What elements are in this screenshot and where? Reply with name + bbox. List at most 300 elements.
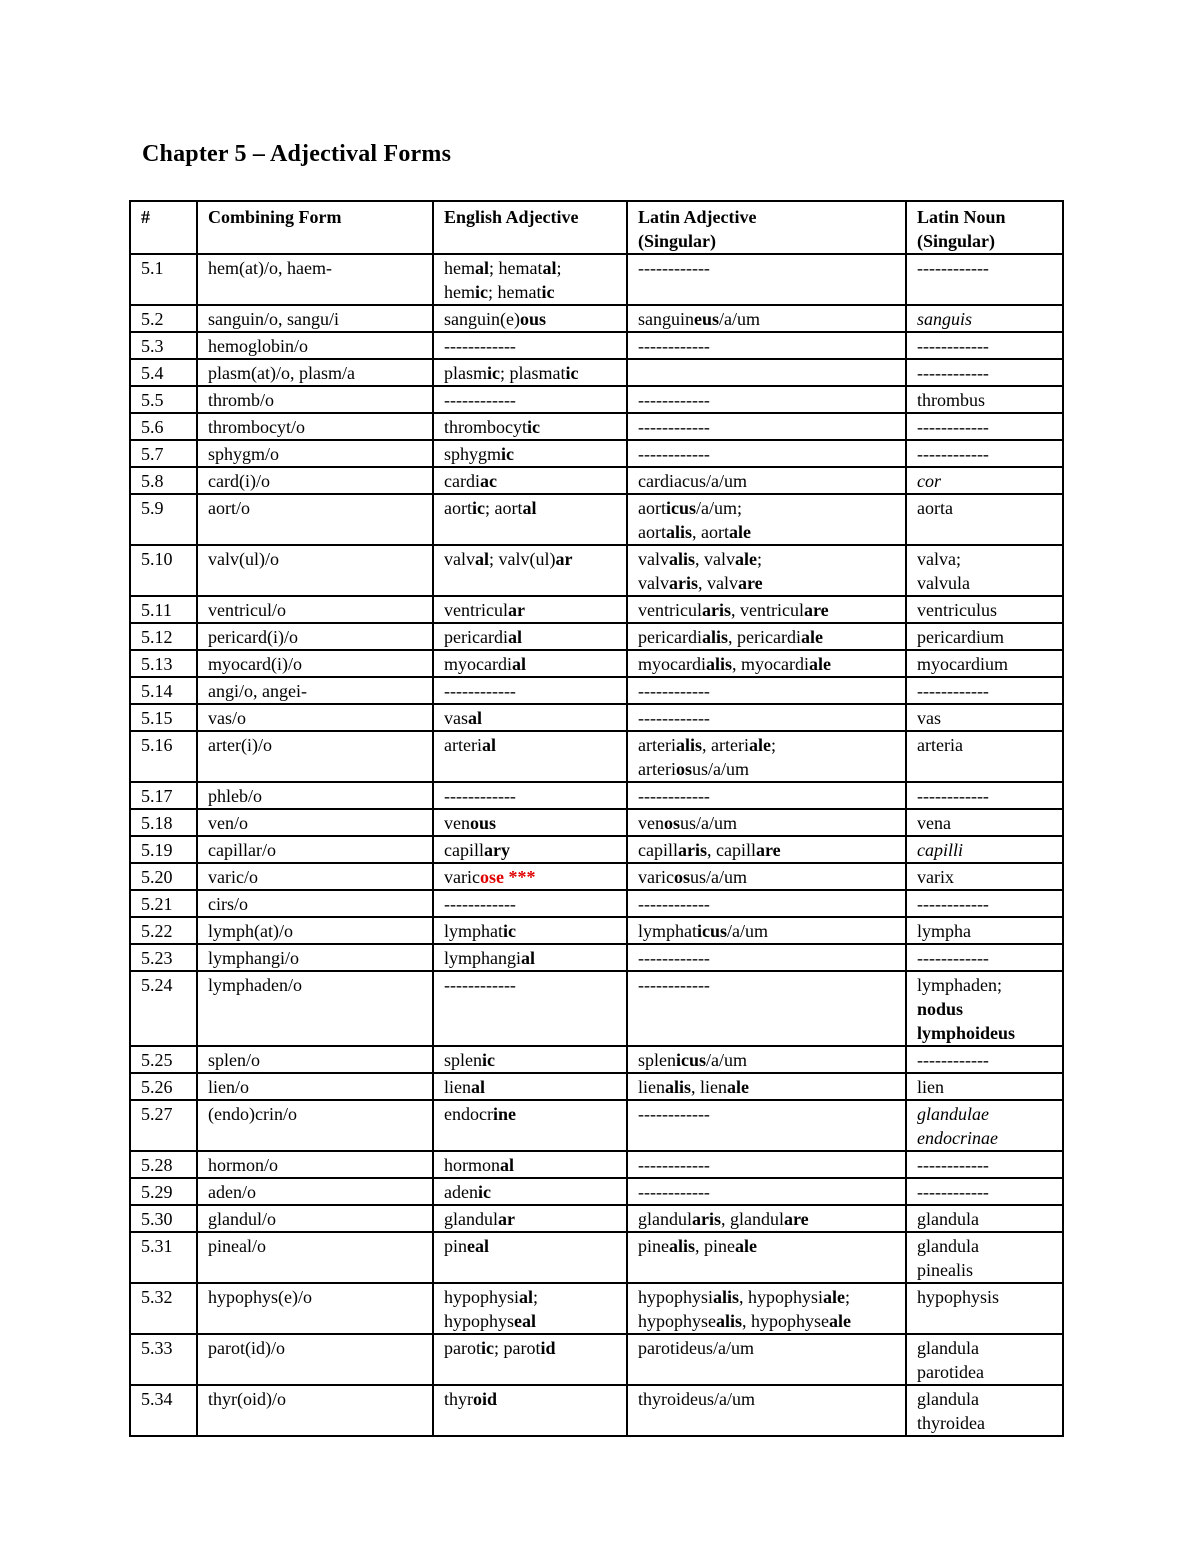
cell-text-segment: , glandul <box>721 1209 784 1229</box>
cell-text-segment: ------------ <box>638 258 710 278</box>
table-row <box>130 1178 1063 1205</box>
cell-latin-noun <box>906 890 1063 917</box>
cell-latin-noun <box>906 596 1063 623</box>
cell-combining-form: aort/o <box>197 494 433 545</box>
cell-latin-adjective <box>627 386 906 413</box>
cell-text-segment: splen <box>638 1050 676 1070</box>
cell-number: 5.2 <box>130 305 197 332</box>
cell-text-segment: arteria <box>917 735 963 755</box>
cell-combining-form: card(i)/o <box>197 467 433 494</box>
adjectival-forms-table <box>129 200 1064 1437</box>
cell-text-segment: thyroidea <box>917 1413 985 1433</box>
cell-number: 5.34 <box>130 1385 197 1436</box>
table-row <box>130 836 1063 863</box>
cell-text-segment: us/a/um <box>691 759 749 779</box>
cell-text-segment: hypophysi <box>444 1287 520 1307</box>
cell-text-segment: ous <box>470 813 497 833</box>
cell-text-segment: hypophys <box>444 1311 515 1331</box>
cell-combining-form: angi/o, angei- <box>197 677 433 704</box>
cell-combining-form: glandul/o <box>197 1205 433 1232</box>
header-number: # <box>130 201 197 254</box>
cell-text-segment: ventricul <box>638 600 702 620</box>
cell-latin-noun <box>906 305 1063 332</box>
cell-text-segment: varic <box>444 867 480 887</box>
table-row <box>130 386 1063 413</box>
cell-text-segment: aris <box>692 1209 721 1229</box>
cell-combining-form: phleb/o <box>197 782 433 809</box>
cell-text-segment: glandula <box>917 1209 979 1229</box>
cell-text-segment: ------------ <box>444 681 516 701</box>
cell-text-segment: nodus <box>917 999 964 1019</box>
cell-number: 5.11 <box>130 596 197 623</box>
table-row <box>130 545 1063 596</box>
cell-english-adjective <box>433 650 627 677</box>
cell-text-segment: ------------ <box>638 1104 710 1124</box>
cell-text-segment: myocardi <box>638 654 706 674</box>
cell-english-adjective <box>433 677 627 704</box>
cell-text-segment: eus <box>694 309 720 329</box>
cell-latin-adjective <box>627 1232 906 1283</box>
cell-combining-form: sphygm/o <box>197 440 433 467</box>
cell-latin-adjective <box>627 704 906 731</box>
cell-latin-adjective <box>627 254 906 305</box>
cell-text-segment: capill <box>444 840 484 860</box>
cell-text-segment: ven <box>444 813 470 833</box>
cell-text-segment: al <box>522 498 537 518</box>
cell-number: 5.31 <box>130 1232 197 1283</box>
cell-text-segment: glandul <box>638 1209 692 1229</box>
cell-text-segment: valvula <box>917 573 970 593</box>
cell-combining-form: pineal/o <box>197 1232 433 1283</box>
cell-latin-noun <box>906 440 1063 467</box>
cell-combining-form: lien/o <box>197 1073 433 1100</box>
cell-text-segment: ic <box>527 417 540 437</box>
cell-latin-adjective <box>627 1385 906 1436</box>
cell-text-segment: alis <box>665 1077 692 1097</box>
cell-combining-form: parot(id)/o <box>197 1334 433 1385</box>
cell-text-segment: arteri <box>638 735 676 755</box>
cell-text-segment: , valv <box>695 549 736 569</box>
cell-text-segment: ic <box>541 282 555 302</box>
cell-text-segment: ; <box>757 549 763 569</box>
cell-text-segment: ------------ <box>444 975 516 995</box>
cell-english-adjective <box>433 704 627 731</box>
table-row <box>130 623 1063 650</box>
cell-text-segment: endocrinae <box>917 1128 998 1148</box>
cell-english-adjective <box>433 971 627 1046</box>
cell-text-segment: endocr <box>444 1104 493 1124</box>
cell-combining-form: pericard(i)/o <box>197 623 433 650</box>
cell-text-segment: ------------ <box>917 948 989 968</box>
cell-text-segment: glandula <box>917 1389 979 1409</box>
cell-combining-form: cirs/o <box>197 890 433 917</box>
cell-latin-noun <box>906 782 1063 809</box>
cell-english-adjective <box>433 917 627 944</box>
cell-text-segment: lymphaden; <box>917 975 1002 995</box>
cell-text-segment: are <box>803 600 829 620</box>
cell-text-segment: ; <box>533 1287 539 1307</box>
cell-latin-adjective <box>627 890 906 917</box>
cell-text-segment: ------------ <box>638 708 710 728</box>
cell-text-segment: aort <box>444 498 472 518</box>
cell-latin-noun <box>906 731 1063 782</box>
cell-text-segment: /a/um; <box>696 498 742 518</box>
cell-text-segment: ------------ <box>638 786 710 806</box>
cell-number: 5.20 <box>130 863 197 890</box>
cell-text-segment: pine <box>638 1236 669 1256</box>
cell-text-segment: ------------ <box>638 948 710 968</box>
cell-english-adjective <box>433 782 627 809</box>
cell-text-segment: , arteri <box>701 735 749 755</box>
cell-text-segment: glandulae <box>917 1104 989 1124</box>
cell-text-segment: aden <box>444 1182 478 1202</box>
cell-text-segment: valv <box>638 573 669 593</box>
cell-text-segment: ------------ <box>638 1155 710 1175</box>
cell-english-adjective <box>433 1178 627 1205</box>
cell-english-adjective <box>433 623 627 650</box>
cell-latin-noun <box>906 650 1063 677</box>
cell-latin-adjective <box>627 545 906 596</box>
cell-text-segment: ale <box>829 1311 852 1331</box>
cell-text-segment: myocardi <box>444 654 512 674</box>
cell-text-segment: us/a/um <box>680 813 738 833</box>
cell-text-segment: ; parot <box>493 1338 541 1358</box>
cell-text-segment: ; aort <box>484 498 523 518</box>
cell-text-segment: eal <box>467 1236 490 1256</box>
cell-text-segment: /a/um <box>719 309 761 329</box>
cell-latin-adjective <box>627 1100 906 1151</box>
cell-text-segment: hem <box>444 258 475 278</box>
cell-text-segment: , myocardi <box>732 654 809 674</box>
table-row <box>130 1385 1063 1436</box>
cell-latin-noun <box>906 467 1063 494</box>
cell-text-segment: id <box>540 1338 556 1358</box>
cell-text-segment: /a/um <box>727 921 769 941</box>
cell-text-segment: pericardi <box>444 627 508 647</box>
cell-latin-adjective <box>627 413 906 440</box>
cell-text-segment: ic <box>475 282 488 302</box>
cell-combining-form: myocard(i)/o <box>197 650 433 677</box>
cell-latin-noun <box>906 836 1063 863</box>
cell-combining-form: thrombocyt/o <box>197 413 433 440</box>
cell-english-adjective <box>433 386 627 413</box>
table-body <box>130 254 1063 1436</box>
cell-text-segment: sanguin <box>638 309 694 329</box>
cell-text-segment: pericardi <box>638 627 702 647</box>
cell-text-segment: splen <box>444 1050 482 1070</box>
cell-english-adjective <box>433 596 627 623</box>
cell-english-adjective <box>433 305 627 332</box>
cell-text-segment: ic <box>565 363 579 383</box>
cell-text-segment: ; <box>556 258 562 278</box>
cell-text-segment: alis <box>716 1311 743 1331</box>
cell-text-segment: eal <box>514 1311 537 1331</box>
cell-text-segment: aris <box>677 840 707 860</box>
cell-latin-noun <box>906 1178 1063 1205</box>
cell-text-segment: glandul <box>444 1209 498 1229</box>
cell-latin-noun <box>906 704 1063 731</box>
cell-latin-noun <box>906 1334 1063 1385</box>
cell-latin-adjective <box>627 782 906 809</box>
cell-text-segment: parot <box>444 1338 481 1358</box>
cell-text-segment: ; plasmat <box>500 363 566 383</box>
cell-text-segment: pin <box>444 1236 468 1256</box>
cell-text-segment: ar <box>507 600 525 620</box>
cell-text-segment: ------------ <box>917 1050 989 1070</box>
cell-text-segment: ic <box>501 444 515 464</box>
cell-latin-adjective <box>627 596 906 623</box>
cell-text-segment: parotideus/a/um <box>638 1338 754 1358</box>
table-row <box>130 494 1063 545</box>
cell-english-adjective <box>433 863 627 890</box>
cell-latin-noun <box>906 359 1063 386</box>
cell-text-segment: , capill <box>706 840 756 860</box>
cell-text-segment: ------------ <box>444 336 516 356</box>
cell-latin-adjective <box>627 917 906 944</box>
cell-text-segment: ose *** <box>479 867 536 887</box>
cell-text-segment: ic <box>471 498 485 518</box>
cell-text-segment: ale <box>735 1236 758 1256</box>
cell-combining-form: hypophys(e)/o <box>197 1283 433 1334</box>
cell-text-segment: vas <box>917 708 941 728</box>
cell-latin-adjective <box>627 836 906 863</box>
cell-text-segment: lympha <box>917 921 971 941</box>
cell-text-segment: lien <box>444 1077 471 1097</box>
cell-combining-form: lymphangi/o <box>197 944 433 971</box>
cell-text-segment: ale <box>728 522 751 542</box>
cell-text-segment: ------------ <box>917 417 989 437</box>
cell-text-segment: ac <box>479 471 497 491</box>
cell-latin-noun <box>906 254 1063 305</box>
table-row <box>130 1046 1063 1073</box>
cell-latin-adjective <box>627 809 906 836</box>
cell-latin-noun <box>906 1232 1063 1283</box>
cell-text-segment: thrombus <box>917 390 986 410</box>
cell-latin-adjective <box>627 1073 906 1100</box>
cell-number: 5.19 <box>130 836 197 863</box>
cell-latin-adjective <box>627 650 906 677</box>
cell-english-adjective <box>433 467 627 494</box>
cell-text-segment: /a/um <box>706 1050 748 1070</box>
cell-english-adjective <box>433 332 627 359</box>
cell-latin-noun <box>906 332 1063 359</box>
cell-text-segment: pericardium <box>917 627 1004 647</box>
cell-english-adjective <box>433 1205 627 1232</box>
cell-text-segment: ------------ <box>917 336 989 356</box>
cell-text-segment: al <box>521 948 536 968</box>
table-row <box>130 467 1063 494</box>
cell-text-segment: ic <box>477 1182 491 1202</box>
cell-latin-adjective <box>627 677 906 704</box>
cell-combining-form: capillar/o <box>197 836 433 863</box>
cell-number: 5.18 <box>130 809 197 836</box>
cell-combining-form: (endo)crin/o <box>197 1100 433 1151</box>
cell-text-segment: ------------ <box>917 786 989 806</box>
cell-number: 5.5 <box>130 386 197 413</box>
cell-combining-form: varic/o <box>197 863 433 890</box>
cell-text-segment: aort <box>638 522 666 542</box>
table-row <box>130 809 1063 836</box>
cell-number: 5.27 <box>130 1100 197 1151</box>
cell-text-segment: glandula <box>917 1236 979 1256</box>
cell-combining-form: lymph(at)/o <box>197 917 433 944</box>
cell-text-segment: ic <box>482 1050 495 1070</box>
cell-combining-form: hormon/o <box>197 1151 433 1178</box>
cell-text-segment: sanguin(e) <box>444 309 520 329</box>
cell-text-segment: aorta <box>917 498 953 518</box>
cell-english-adjective <box>433 731 627 782</box>
cell-latin-adjective <box>627 1046 906 1073</box>
cell-text-segment: vas <box>444 708 468 728</box>
cell-combining-form: aden/o <box>197 1178 433 1205</box>
cell-text-segment: plasm <box>444 363 487 383</box>
cell-text-segment: alis <box>665 522 692 542</box>
cell-number: 5.1 <box>130 254 197 305</box>
cell-text-segment: valv <box>444 549 475 569</box>
cell-latin-noun <box>906 1073 1063 1100</box>
table-row <box>130 971 1063 1046</box>
cell-text-segment: os <box>664 813 681 833</box>
cell-text-segment: ------------ <box>638 975 710 995</box>
cell-text-segment: ine <box>492 1104 516 1124</box>
cell-english-adjective <box>433 440 627 467</box>
cell-text-segment: valva; <box>917 549 961 569</box>
cell-number: 5.10 <box>130 545 197 596</box>
cell-text-segment: ic <box>487 363 500 383</box>
cell-text-segment: ------------ <box>444 390 516 410</box>
cell-english-adjective <box>433 1283 627 1334</box>
cell-latin-adjective <box>627 863 906 890</box>
cell-text-segment: lymphoideus <box>917 1023 1016 1043</box>
cell-english-adjective <box>433 1334 627 1385</box>
cell-number: 5.16 <box>130 731 197 782</box>
table-row <box>130 596 1063 623</box>
cell-text-segment: ven <box>638 813 664 833</box>
cell-text-segment: os <box>675 759 692 779</box>
cell-latin-noun <box>906 917 1063 944</box>
cell-text-segment: alis <box>669 1236 696 1256</box>
cell-text-segment: capill <box>638 840 678 860</box>
cell-english-adjective <box>433 1046 627 1073</box>
cell-text-segment: varix <box>917 867 954 887</box>
cell-text-segment: lymphat <box>638 921 697 941</box>
cell-text-segment: , valv <box>698 573 738 593</box>
cell-text-segment: arteri <box>638 759 676 779</box>
cell-text-segment: valv <box>638 549 669 569</box>
cell-combining-form: ventricul/o <box>197 596 433 623</box>
cell-text-segment: varic <box>638 867 674 887</box>
cell-latin-noun <box>906 413 1063 440</box>
cell-text-segment: cor <box>917 471 941 491</box>
cell-text-segment: ale <box>748 735 771 755</box>
cell-latin-adjective <box>627 1151 906 1178</box>
cell-english-adjective <box>433 944 627 971</box>
cell-text-segment: , lien <box>691 1077 728 1097</box>
cell-text-segment: ------------ <box>917 1182 989 1202</box>
cell-text-segment: ar <box>555 549 573 569</box>
cell-text-segment: ------------ <box>444 894 516 914</box>
cell-text-segment: hormon <box>444 1155 500 1175</box>
cell-text-segment: cardi <box>444 471 480 491</box>
cell-text-segment: , pine <box>695 1236 736 1256</box>
cell-text-segment: al <box>507 627 522 647</box>
table-row <box>130 1232 1063 1283</box>
cell-text-segment: , hypophysi <box>739 1287 824 1307</box>
cell-latin-noun <box>906 971 1063 1046</box>
cell-number: 5.21 <box>130 890 197 917</box>
cell-number: 5.26 <box>130 1073 197 1100</box>
cell-text-segment: al <box>471 1077 486 1097</box>
cell-english-adjective <box>433 545 627 596</box>
cell-combining-form: ven/o <box>197 809 433 836</box>
cell-text-segment: myocardium <box>917 654 1008 674</box>
cell-text-segment: , hypophyse <box>742 1311 830 1331</box>
cell-latin-adjective <box>627 971 906 1046</box>
cell-text-segment: ous <box>519 309 546 329</box>
cell-text-segment: parotidea <box>917 1362 984 1382</box>
cell-text-segment: ------------ <box>638 681 710 701</box>
cell-latin-adjective <box>627 305 906 332</box>
cell-number: 5.23 <box>130 944 197 971</box>
cell-number: 5.3 <box>130 332 197 359</box>
cell-number: 5.7 <box>130 440 197 467</box>
cell-text-segment: ------------ <box>638 390 710 410</box>
cell-text-segment: hypophyse <box>638 1311 716 1331</box>
cell-combining-form: valv(ul)/o <box>197 545 433 596</box>
cell-english-adjective <box>433 890 627 917</box>
cell-text-segment: thrombocyt <box>444 417 527 437</box>
cell-text-segment: ------------ <box>917 258 989 278</box>
cell-text-segment: hypophysi <box>638 1287 714 1307</box>
cell-english-adjective <box>433 1151 627 1178</box>
cell-number: 5.15 <box>130 704 197 731</box>
cell-number: 5.8 <box>130 467 197 494</box>
table-row <box>130 1151 1063 1178</box>
cell-latin-adjective <box>627 359 906 386</box>
cell-latin-noun <box>906 623 1063 650</box>
table-row <box>130 1283 1063 1334</box>
cell-number: 5.22 <box>130 917 197 944</box>
cell-text-segment: al <box>511 654 526 674</box>
header-latin-adjective: Latin Adjective (Singular) <box>627 201 906 254</box>
cell-english-adjective <box>433 359 627 386</box>
cell-english-adjective <box>433 1073 627 1100</box>
table-row <box>130 650 1063 677</box>
cell-text-segment: al <box>519 1287 534 1307</box>
cell-latin-noun <box>906 386 1063 413</box>
cell-number: 5.33 <box>130 1334 197 1385</box>
cell-text-segment: ; hemat <box>489 258 543 278</box>
cell-text-segment: alis <box>705 654 732 674</box>
cell-latin-adjective <box>627 944 906 971</box>
cell-latin-adjective <box>627 1178 906 1205</box>
table-row <box>130 863 1063 890</box>
cell-text-segment: ------------ <box>917 894 989 914</box>
cell-text-segment: ale <box>735 549 758 569</box>
cell-english-adjective <box>433 494 627 545</box>
cell-text-segment: alis <box>669 549 696 569</box>
cell-text-segment: ic <box>503 921 516 941</box>
cell-latin-noun <box>906 1283 1063 1334</box>
cell-english-adjective <box>433 1385 627 1436</box>
cell-latin-adjective <box>627 1334 906 1385</box>
cell-combining-form: sanguin/o, sangu/i <box>197 305 433 332</box>
table-row <box>130 890 1063 917</box>
cell-latin-noun <box>906 677 1063 704</box>
cell-text-segment: aort <box>638 498 666 518</box>
cell-text-segment: arteri <box>444 735 482 755</box>
header-english-adjective: English Adjective <box>433 201 627 254</box>
